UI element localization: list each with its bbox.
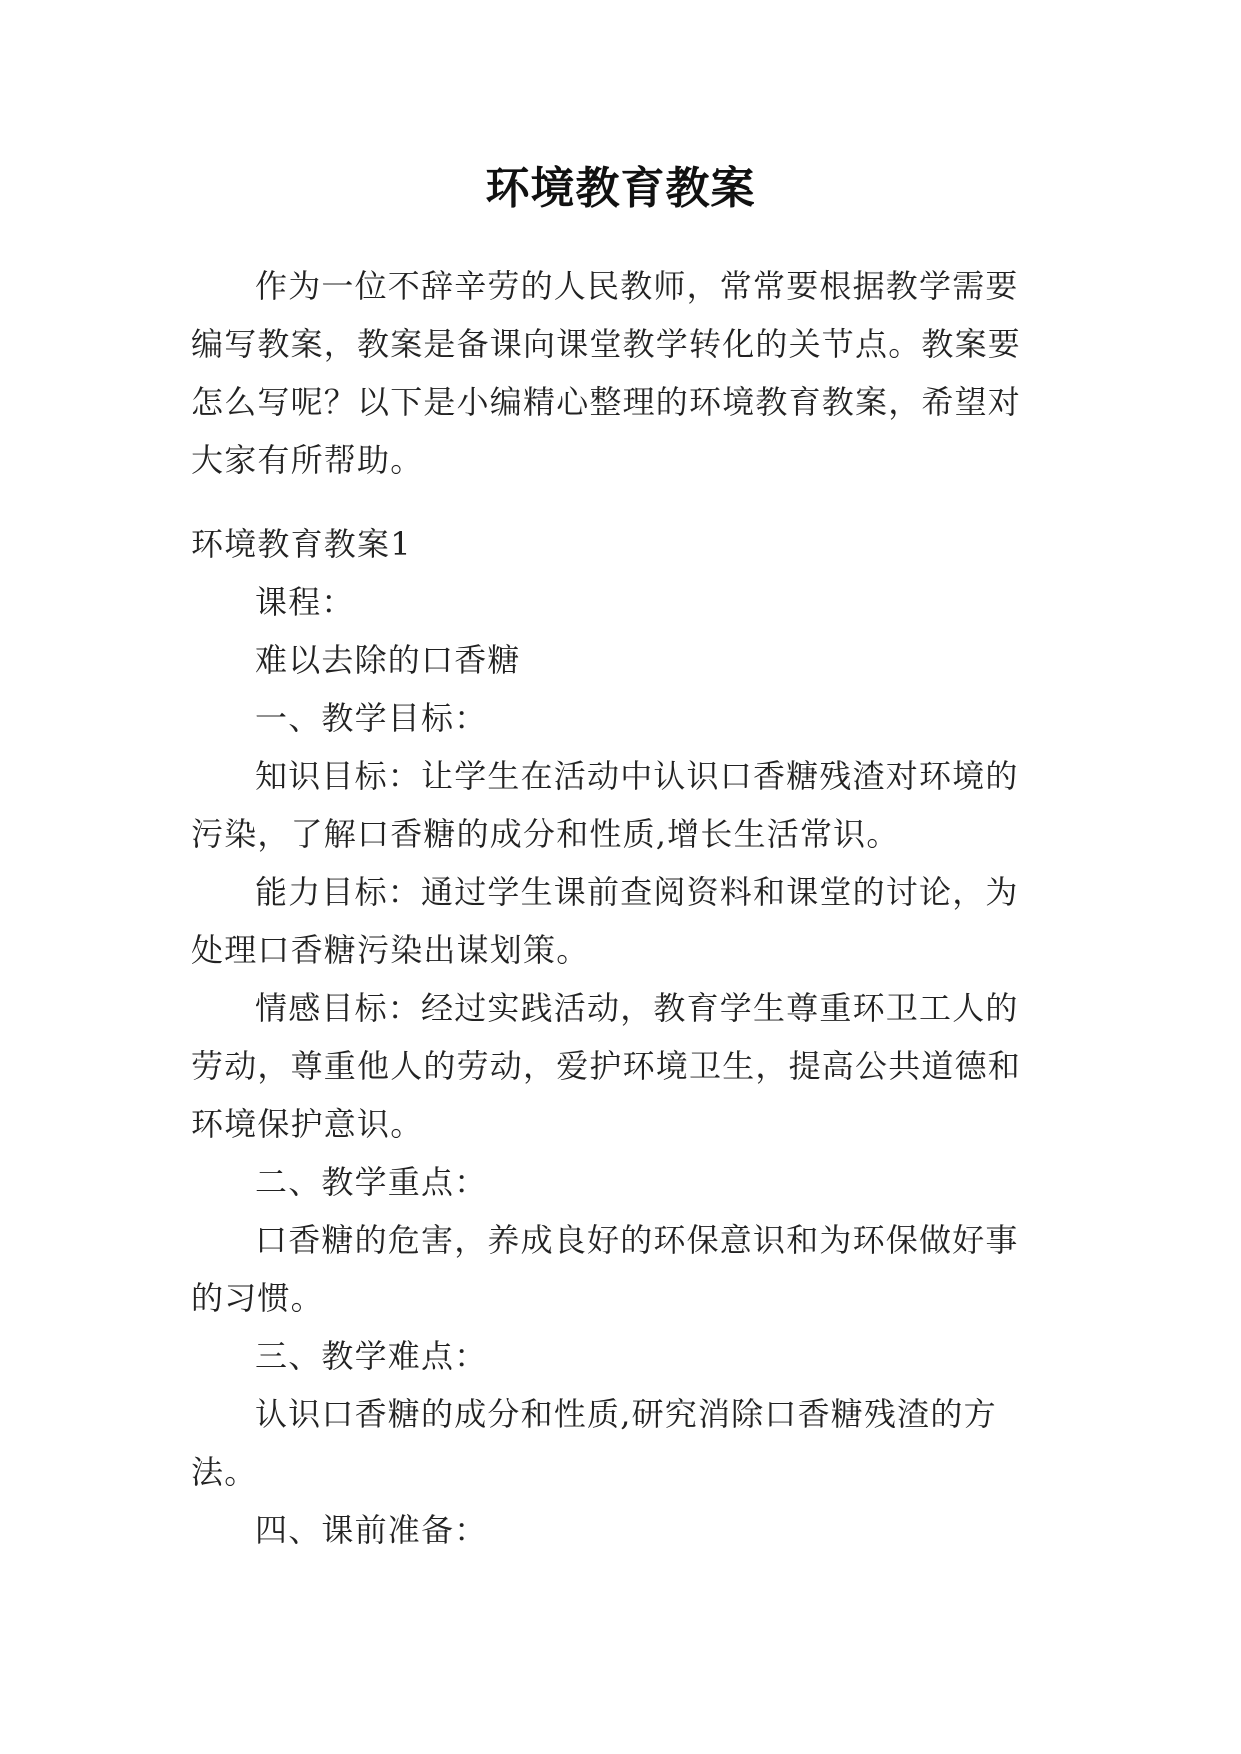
- intro-block: [191, 257, 1051, 489]
- paragraph-key-points-heading: 二、教学重点：: [255, 1163, 488, 1201]
- section-heading: 环境教育教案1: [191, 525, 412, 563]
- paragraph-difficulties-heading: 三、教学难点：: [255, 1337, 488, 1375]
- document-title: 环境教育教案: [485, 163, 756, 214]
- paragraph-preparation-heading: 四、课前准备：: [255, 1511, 488, 1549]
- intro-paragraph: 作为一位不辞辛劳的人民教师，常常要根据教学需要编写教案，教案是备课向课堂教学转化的关节点。教案要怎么写呢？以下是小编精心整理的环境教育教案，希望对大家有所帮助。: [191, 267, 1022, 479]
- paragraph-knowledge-objective: 知识目标：让学生在活动中认识口香糖残渣对环境的污染，了解口香糖的成分和性质,增长生活常识。: [191, 757, 1019, 853]
- paragraph-course: 课程：: [255, 583, 355, 621]
- paragraph-difficulties: 认识口香糖的成分和性质,研究消除口香糖残渣的方法。: [191, 1395, 997, 1491]
- paragraph-key-points: 口香糖的危害，养成良好的环保意识和为环保做好事的习惯。: [191, 1221, 1019, 1317]
- paragraph-objectives-heading: 一、教学目标：: [255, 699, 488, 737]
- paragraph-course-name: 难以去除的口香糖: [255, 641, 521, 679]
- paragraph-emotion-objective: 情感目标：经过实践活动，教育学生尊重环卫工人的劳动，尊重他人的劳动，爱护环境卫生，提高公共道德和环境保护意识。: [191, 989, 1022, 1143]
- lesson-block: [191, 515, 1051, 1559]
- paragraph-ability-objective: 能力目标：通过学生课前查阅资料和课堂的讨论，为处理口香糖污染出谋划策。: [191, 873, 1019, 969]
